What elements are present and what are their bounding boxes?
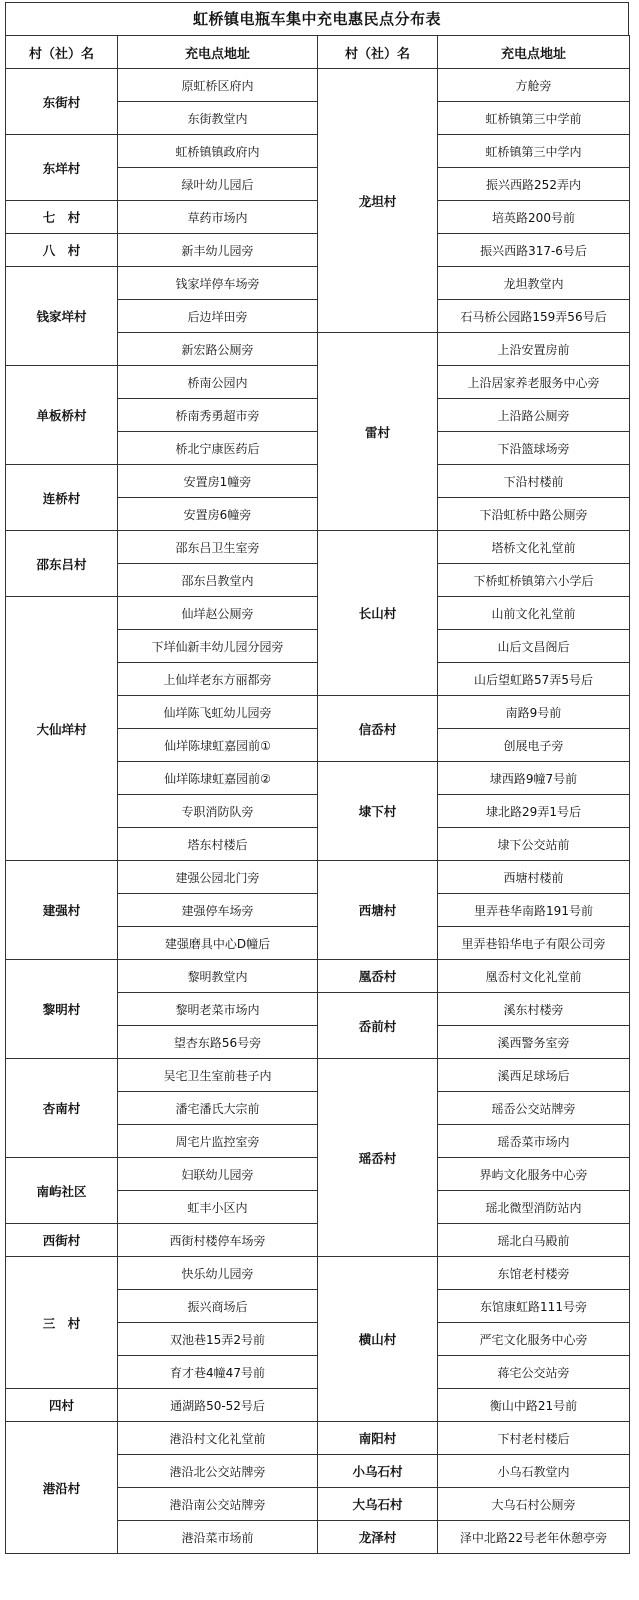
village-name-left: 单板桥村 — [6, 366, 118, 465]
charging-point-address-left: 港沿菜市场前 — [118, 1521, 318, 1554]
charging-point-address-right: 山后望虹路57弄5号后 — [438, 663, 630, 696]
table-title: 虹桥镇电瓶车集中充电惠民点分布表 — [5, 2, 629, 35]
charging-point-address-right: 瑶北微型消防站内 — [438, 1191, 630, 1224]
village-name-left: 黎明村 — [6, 960, 118, 1059]
charging-point-address-right: 石马桥公园路159弄56号后 — [438, 300, 630, 333]
village-name-right: 岙前村 — [318, 993, 438, 1059]
village-name-right: 横山村 — [318, 1257, 438, 1422]
charging-point-address-right: 下沿篮球场旁 — [438, 432, 630, 465]
charging-point-address-right: 东馆康虹路111号旁 — [438, 1290, 630, 1323]
charging-point-address-right: 瑶北白马殿前 — [438, 1224, 630, 1257]
village-name-right: 埭下村 — [318, 762, 438, 861]
header-village-left: 村（社）名 — [6, 36, 118, 69]
table-row — [6, 1422, 630, 1455]
charging-point-address-left: 潘宅潘氏大宗前 — [118, 1092, 318, 1125]
charging-point-address-right: 创展电子旁 — [438, 729, 630, 762]
charging-point-address-left: 黎明教堂内 — [118, 960, 318, 993]
charging-point-address-right: 上沿路公厕旁 — [438, 399, 630, 432]
charging-point-address-right: 瑶岙菜市场内 — [438, 1125, 630, 1158]
charging-point-address-left: 妇联幼儿园旁 — [118, 1158, 318, 1191]
charging-point-address-left: 新宏路公厕旁 — [118, 333, 318, 366]
charging-point-address-right: 振兴西路252弄内 — [438, 168, 630, 201]
charging-point-address-left: 新丰幼儿园旁 — [118, 234, 318, 267]
village-name-left: 八 村 — [6, 234, 118, 267]
village-name-right: 雷村 — [318, 333, 438, 531]
charging-point-address-left: 快乐幼儿园旁 — [118, 1257, 318, 1290]
charging-point-address-left: 钱家垟停车场旁 — [118, 267, 318, 300]
charging-point-address-left: 望杏东路56号旁 — [118, 1026, 318, 1059]
village-name-left: 南屿社区 — [6, 1158, 118, 1224]
charging-point-address-left: 东街教堂内 — [118, 102, 318, 135]
charging-point-address-left: 后边垟田旁 — [118, 300, 318, 333]
table-row — [6, 1257, 630, 1290]
charging-point-address-left: 建强公园北门旁 — [118, 861, 318, 894]
charging-point-address-right: 里弄巷华南路191号前 — [438, 894, 630, 927]
charging-point-address-left: 港沿北公交站牌旁 — [118, 1455, 318, 1488]
table-row — [6, 960, 630, 993]
village-name-right: 大乌石村 — [318, 1488, 438, 1521]
charging-point-address-left: 安置房1幢旁 — [118, 465, 318, 498]
village-name-left: 建强村 — [6, 861, 118, 960]
charging-point-address-right: 方舱旁 — [438, 69, 630, 102]
charging-point-address-right: 里弄巷铅华电子有限公司旁 — [438, 927, 630, 960]
charging-point-address-left: 港沿村文化礼堂前 — [118, 1422, 318, 1455]
charging-point-address-left: 港沿南公交站牌旁 — [118, 1488, 318, 1521]
header-address-right: 充电点地址 — [438, 36, 630, 69]
charging-point-address-left: 黎明老菜市场内 — [118, 993, 318, 1026]
village-name-right: 南阳村 — [318, 1422, 438, 1455]
village-name-right: 龙坦村 — [318, 69, 438, 333]
charging-point-address-right: 培英路200号前 — [438, 201, 630, 234]
charging-point-address-left: 原虹桥区府内 — [118, 69, 318, 102]
charging-point-address-left: 桥南秀勇超市旁 — [118, 399, 318, 432]
charging-point-address-left: 双池巷15弄2号前 — [118, 1323, 318, 1356]
charging-point-address-right: 下沿村楼前 — [438, 465, 630, 498]
village-name-right: 长山村 — [318, 531, 438, 696]
charging-point-address-left: 下垟仙新丰幼儿园分园旁 — [118, 630, 318, 663]
charging-point-address-left: 仙垟陈埭虹嘉园前① — [118, 729, 318, 762]
charging-point-address-left: 塔东村楼后 — [118, 828, 318, 861]
charging-point-address-left: 邵东吕卫生室旁 — [118, 531, 318, 564]
village-name-left: 邵东吕村 — [6, 531, 118, 597]
charging-point-address-left: 邵东吕教堂内 — [118, 564, 318, 597]
village-name-left: 东垟村 — [6, 135, 118, 201]
header-address-left: 充电点地址 — [118, 36, 318, 69]
village-name-left: 大仙垟村 — [6, 597, 118, 861]
charging-point-address-left: 虹丰小区内 — [118, 1191, 318, 1224]
charging-point-address-right: 山后文昌阁后 — [438, 630, 630, 663]
distribution-table-sheet — [5, 2, 629, 1554]
village-name-right: 凰岙村 — [318, 960, 438, 993]
village-name-left: 四村 — [6, 1389, 118, 1422]
charging-point-address-right: 溪东村楼旁 — [438, 993, 630, 1026]
village-name-left: 港沿村 — [6, 1422, 118, 1554]
charging-point-address-left: 安置房6幢旁 — [118, 498, 318, 531]
charging-point-address-right: 瑶岙公交站牌旁 — [438, 1092, 630, 1125]
village-name-left: 杏南村 — [6, 1059, 118, 1158]
charging-point-address-right: 虹桥镇第三中学前 — [438, 102, 630, 135]
charging-point-address-left: 桥北宁康医药后 — [118, 432, 318, 465]
table-row — [6, 69, 630, 102]
charging-point-address-right: 振兴西路317-6号后 — [438, 234, 630, 267]
charging-point-address-left: 振兴商场后 — [118, 1290, 318, 1323]
header-row — [6, 36, 630, 69]
village-name-left: 钱家垟村 — [6, 267, 118, 366]
charging-point-address-right: 泽中北路22号老年休憩亭旁 — [438, 1521, 630, 1554]
charging-point-address-right: 界屿文化服务中心旁 — [438, 1158, 630, 1191]
charging-point-address-right: 上沿居家养老服务中心旁 — [438, 366, 630, 399]
charging-point-address-right: 溪西警务室旁 — [438, 1026, 630, 1059]
charging-point-address-right: 凰岙村文化礼堂前 — [438, 960, 630, 993]
charging-point-address-left: 西街村楼停车场旁 — [118, 1224, 318, 1257]
charging-point-address-right: 下沿虹桥中路公厕旁 — [438, 498, 630, 531]
charging-point-address-left: 草药市场内 — [118, 201, 318, 234]
charging-point-address-right: 埭下公交站前 — [438, 828, 630, 861]
village-name-right: 信岙村 — [318, 696, 438, 762]
charging-point-address-right: 蒋宅公交站旁 — [438, 1356, 630, 1389]
village-name-right: 西塘村 — [318, 861, 438, 960]
distribution-table — [5, 35, 630, 1554]
village-name-left: 西街村 — [6, 1224, 118, 1257]
charging-point-address-right: 溪西足球场后 — [438, 1059, 630, 1092]
charging-point-address-left: 仙垟陈埭虹嘉园前② — [118, 762, 318, 795]
charging-point-address-right: 大乌石村公厕旁 — [438, 1488, 630, 1521]
charging-point-address-right: 虹桥镇第三中学内 — [438, 135, 630, 168]
header-village-right: 村（社）名 — [318, 36, 438, 69]
village-name-right: 瑶岙村 — [318, 1059, 438, 1257]
charging-point-address-right: 衡山中路21号前 — [438, 1389, 630, 1422]
charging-point-address-left: 仙垟赵公厕旁 — [118, 597, 318, 630]
charging-point-address-left: 周宅片监控室旁 — [118, 1125, 318, 1158]
charging-point-address-right: 埭北路29弄1号后 — [438, 795, 630, 828]
table-row — [6, 1059, 630, 1092]
charging-point-address-right: 小乌石教堂内 — [438, 1455, 630, 1488]
charging-point-address-left: 桥南公园内 — [118, 366, 318, 399]
charging-point-address-left: 虹桥镇镇政府内 — [118, 135, 318, 168]
table-row — [6, 531, 630, 564]
charging-point-address-right: 严宅文化服务中心旁 — [438, 1323, 630, 1356]
charging-point-address-right: 龙坦教堂内 — [438, 267, 630, 300]
charging-point-address-right: 埭西路9幢7号前 — [438, 762, 630, 795]
village-name-left: 三 村 — [6, 1257, 118, 1389]
charging-point-address-right: 山前文化礼堂前 — [438, 597, 630, 630]
charging-point-address-left: 仙垟陈飞虹幼儿园旁 — [118, 696, 318, 729]
village-name-left: 连桥村 — [6, 465, 118, 531]
charging-point-address-right: 南路9号前 — [438, 696, 630, 729]
village-name-left: 东街村 — [6, 69, 118, 135]
charging-point-address-left: 绿叶幼儿园后 — [118, 168, 318, 201]
table-row — [6, 861, 630, 894]
charging-point-address-left: 上仙垟老东方丽都旁 — [118, 663, 318, 696]
charging-point-address-left: 吴宅卫生室前巷子内 — [118, 1059, 318, 1092]
charging-point-address-right: 下村老村楼后 — [438, 1422, 630, 1455]
village-name-right: 小乌石村 — [318, 1455, 438, 1488]
charging-point-address-left: 育才巷4幢47号前 — [118, 1356, 318, 1389]
village-name-left: 七 村 — [6, 201, 118, 234]
charging-point-address-right: 上沿安置房前 — [438, 333, 630, 366]
charging-point-address-right: 西塘村楼前 — [438, 861, 630, 894]
charging-point-address-right: 下桥虹桥镇第六小学后 — [438, 564, 630, 597]
village-name-right: 龙泽村 — [318, 1521, 438, 1554]
charging-point-address-left: 通湖路50-52号后 — [118, 1389, 318, 1422]
charging-point-address-left: 建强停车场旁 — [118, 894, 318, 927]
charging-point-address-right: 塔桥文化礼堂前 — [438, 531, 630, 564]
table-body — [6, 69, 630, 1554]
charging-point-address-left: 专职消防队旁 — [118, 795, 318, 828]
charging-point-address-right: 东馆老村楼旁 — [438, 1257, 630, 1290]
charging-point-address-left: 建强磨具中心D幢后 — [118, 927, 318, 960]
